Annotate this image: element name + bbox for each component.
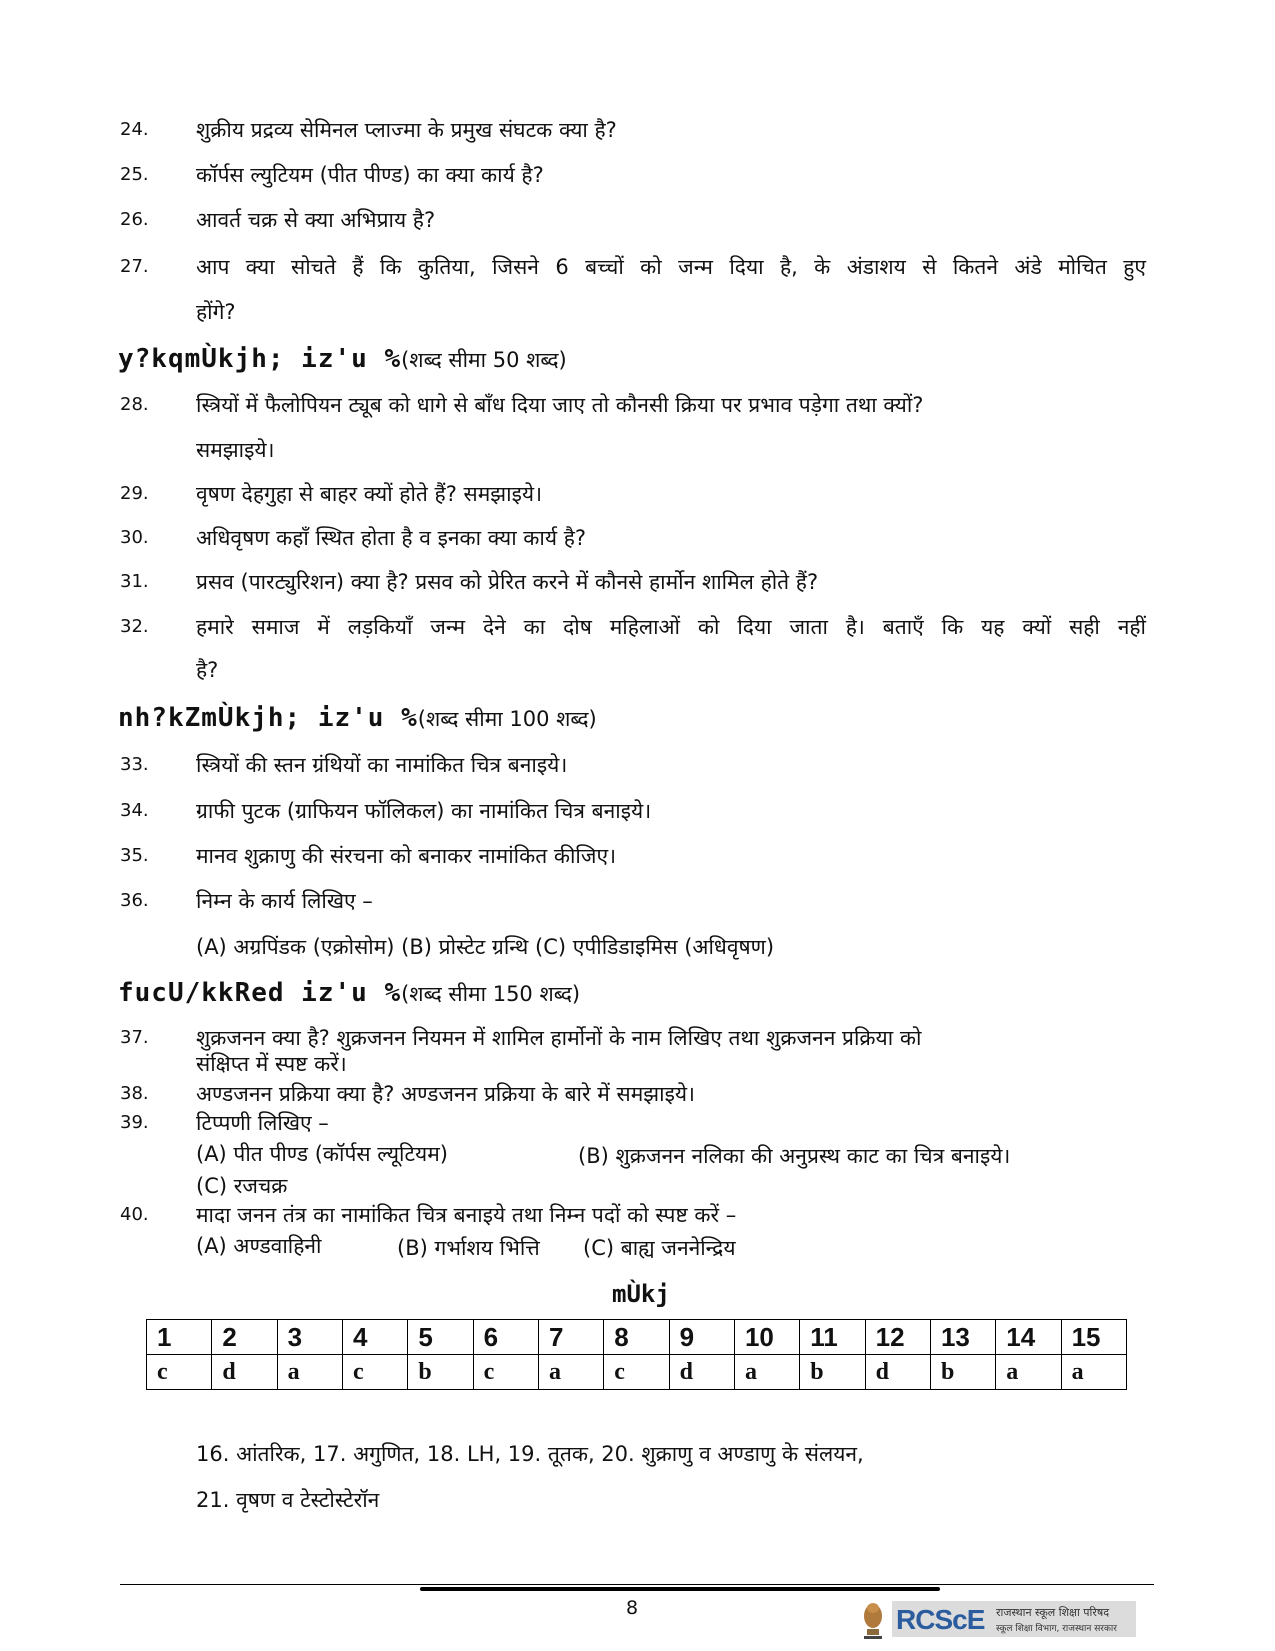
- question-number: 39.: [120, 1112, 149, 1133]
- question-text-continued: है?: [196, 658, 219, 682]
- question-text: शुक्रीय प्रद्रव्य सेमिनल प्लाज्मा के प्रमुख संघटक क्या है?: [196, 118, 617, 142]
- answer-key-question-number: 11: [800, 1320, 865, 1355]
- question-number: 38.: [120, 1083, 149, 1104]
- answer-key-question-number: 3: [277, 1320, 342, 1355]
- answer-key-title: mÙkj: [612, 1280, 670, 1308]
- logo-line-2: स्कूल शिक्षा विभाग, राजस्थान सरकार: [996, 1624, 1117, 1634]
- section-heading-glyph: fucU/kkRed iz'u %: [118, 978, 402, 1008]
- answer-key-question-number: 7: [538, 1320, 603, 1355]
- question-text: कॉर्पस ल्युटियम (पीत पीण्ड) का क्या कार्य है?: [196, 163, 544, 187]
- answer-key-question-number: 12: [865, 1320, 930, 1355]
- question-text: आवर्त चक्र से क्या अभिप्राय है?: [196, 208, 436, 232]
- section-word-limit: (शब्द सीमा 50 शब्द): [401, 348, 567, 372]
- footer-divider: [120, 1584, 1154, 1585]
- answer-key-answer: a: [277, 1355, 342, 1390]
- option-c: (C) बाह्य जननेन्द्रिय: [583, 1236, 736, 1260]
- question-number: 34.: [120, 800, 149, 821]
- section-word-limit: (शब्द सीमा 150 शब्द): [401, 982, 581, 1006]
- question-text: मादा जनन तंत्र का नामांकित चित्र बनाइये तथा निम्न पदों को स्पष्ट करें –: [196, 1203, 737, 1227]
- answer-key-question-number: 1: [147, 1320, 212, 1355]
- answer-key-question-number: 4: [342, 1320, 407, 1355]
- answer-key-answer: d: [212, 1355, 277, 1390]
- question-text: टिप्पणी लिखिए –: [196, 1111, 329, 1135]
- answer-key-answer: d: [669, 1355, 734, 1390]
- answer-text: 21. वृषण व टेस्टोस्टेरॉन: [196, 1488, 380, 1512]
- answer-key-question-number: 15: [1061, 1320, 1126, 1355]
- rcsce-logo: [858, 1599, 1144, 1643]
- question-number: 33.: [120, 754, 149, 775]
- answer-text: 16. आंतरिक, 17. अगुणित, 18. LH, 19. तूतक, 20. शुक्राणु व अण्डाणु के संलयन,: [196, 1442, 864, 1466]
- answer-key-answer: c: [604, 1355, 669, 1390]
- question-number: 24.: [120, 119, 149, 140]
- question-options: (A) अग्रपिंडक (एक्रोसोम) (B) प्रोस्टेट ग्रन्थि (C) एपीडिडाइमिस (अधिवृषण): [196, 935, 775, 959]
- answer-key-answer: c: [342, 1355, 407, 1390]
- question-number: 27.: [120, 256, 149, 277]
- question-text: निम्न के कार्य लिखिए –: [196, 889, 373, 913]
- question-text: अण्डजनन प्रक्रिया क्या है? अण्डजनन प्रक्रिया के बारे में समझाइये।: [196, 1082, 696, 1106]
- question-text: अधिवृषण कहाँ स्थित होता है व इनका क्या कार्य है?: [196, 526, 587, 550]
- section-word-limit: (शब्द सीमा 100 शब्द): [417, 707, 597, 731]
- footer-divider-bold: [420, 1587, 940, 1591]
- answer-key-question-number: 6: [473, 1320, 538, 1355]
- question-text: हमारे समाज में लड़कियाँ जन्म देने का दोष महिलाओं को दिया जाता है। बताएँ कि यह क्यों सही नहीं: [196, 615, 1146, 639]
- answer-key-question-number: 9: [669, 1320, 734, 1355]
- answer-key-question-number: 2: [212, 1320, 277, 1355]
- answer-key-question-number: 10: [734, 1320, 799, 1355]
- question-text: स्त्रियों में फैलोपियन ट्यूब को धागे से बाँध दिया जाए तो कौनसी क्रिया पर प्रभाव पड़ेगा तथा क्यों?: [196, 393, 924, 417]
- answer-key-answer: b: [408, 1355, 473, 1390]
- question-number: 37.: [120, 1027, 149, 1048]
- question-text: वृषण देहगुहा से बाहर क्यों होते हैं? समझाइये।: [196, 482, 543, 506]
- option-b: (B) गर्भाशय भित्ति: [397, 1236, 540, 1260]
- answer-key-answer: c: [473, 1355, 538, 1390]
- question-text-continued: होंगे?: [196, 300, 236, 324]
- question-text: मानव शुक्राणु की संरचना को बनाकर नामांकित कीजिए।: [196, 844, 617, 868]
- question-text: प्रसव (पारट्युरिशन) क्या है? प्रसव को प्रेरित करने में कौनसे हार्मोन शामिल होते हैं?: [196, 570, 819, 594]
- answer-key-question-number: 14: [996, 1320, 1061, 1355]
- answer-key-question-number: 8: [604, 1320, 669, 1355]
- question-number: 32.: [120, 616, 149, 637]
- section-heading-glyph: y?kqmÙkjh; iz'u %: [118, 344, 402, 374]
- answer-key-answer: c: [147, 1355, 212, 1390]
- question-text: आप क्या सोचते हैं कि कुतिया, जिसने 6 बच्चों को जन्म दिया है, के अंडाशय से कितने अंडे मोचित हुए: [196, 255, 1146, 279]
- question-number: 29.: [120, 483, 149, 504]
- question-text-continued: समझाइये।: [196, 438, 275, 462]
- answer-key-question-number: 13: [930, 1320, 995, 1355]
- question-number: 30.: [120, 527, 149, 548]
- answer-key-answer: a: [996, 1355, 1061, 1390]
- question-text: ग्राफी पुटक (ग्राफियन फॉलिकल) का नामांकित चित्र बनाइये।: [196, 799, 652, 823]
- answer-key-table: [146, 1319, 1127, 1390]
- question-number: 31.: [120, 571, 149, 592]
- option-a: (A) पीत पीण्ड (कॉर्पस ल्यूटियम): [196, 1142, 448, 1166]
- question-text: शुक्रजनन क्या है? शुक्रजनन नियमन में शामिल हार्मोनों के नाम लिखिए तथा शुक्रजनन प्रक्रिया को: [196, 1026, 922, 1050]
- section-heading-essay: [118, 978, 580, 1009]
- logo-text: RCScE: [896, 1604, 985, 1635]
- answer-key-answer-row: [147, 1355, 1127, 1390]
- answer-key-answer: a: [538, 1355, 603, 1390]
- option-b: (B) शुक्रजनन नलिका की अनुप्रस्थ काट का चित्र बनाइये।: [578, 1144, 1011, 1168]
- answer-key-answer: b: [930, 1355, 995, 1390]
- answer-key-answer: b: [800, 1355, 865, 1390]
- section-heading-long-answer: [118, 703, 597, 734]
- answer-key-question-number: 5: [408, 1320, 473, 1355]
- section-heading-glyph: nh?kZmÙkjh; iz'u %: [118, 703, 418, 733]
- national-emblem-icon: [858, 1599, 888, 1641]
- question-number: 40.: [120, 1204, 149, 1225]
- answer-key-answer: d: [865, 1355, 930, 1390]
- question-number: 36.: [120, 890, 149, 911]
- option-a: (A) अण्डवाहिनी: [196, 1234, 322, 1258]
- question-number: 28.: [120, 394, 149, 415]
- question-text: स्त्रियों की स्तन ग्रंथियों का नामांकित चित्र बनाइये।: [196, 753, 568, 777]
- rcsce-brand: [892, 1601, 1136, 1637]
- section-heading-short-answer: [118, 344, 567, 375]
- logo-line-1: राजस्थान स्कूल शिक्षा परिषद: [996, 1606, 1110, 1619]
- question-number: 26.: [120, 209, 149, 230]
- answer-key-answer: a: [734, 1355, 799, 1390]
- answer-key-number-row: [147, 1320, 1127, 1355]
- question-number: 35.: [120, 845, 149, 866]
- answer-key-answer: a: [1061, 1355, 1126, 1390]
- question-text-continued: संक्षिप्त में स्पष्ट करें।: [196, 1052, 347, 1076]
- page-number: 8: [626, 1597, 639, 1619]
- option-c: (C) रजचक्र: [196, 1174, 288, 1198]
- question-number: 25.: [120, 164, 149, 185]
